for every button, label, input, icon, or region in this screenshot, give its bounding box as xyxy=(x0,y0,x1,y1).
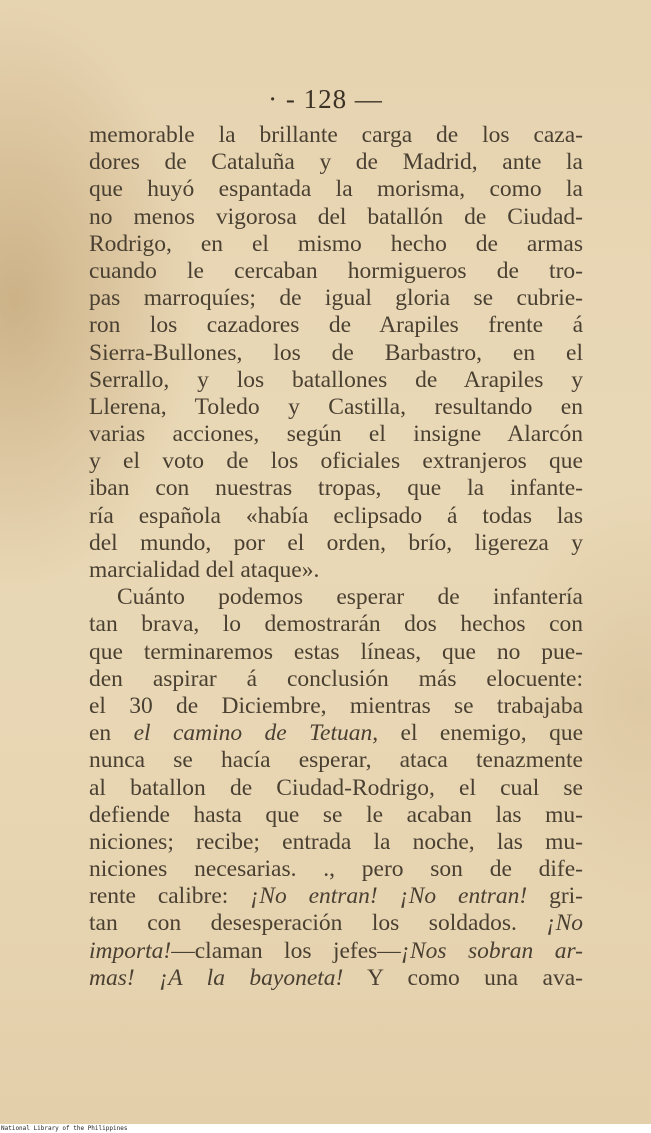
text-line: niciones necesarias. ., pero son de dife- xyxy=(89,856,583,883)
text-line: Serrallo, y los batallones de Arapiles y xyxy=(89,366,583,393)
text-line: no menos vigorosa del batallón de Ciudad- xyxy=(89,203,583,230)
text-fragment: Y como una ava- xyxy=(366,964,583,991)
text-line: tan brava, lo demostrarán dos hechos con xyxy=(89,611,583,638)
text-line: que huyó espantada la morisma, como la xyxy=(89,176,583,203)
italic-fragment: ¡No xyxy=(546,910,583,937)
text-fragment: rente calibre: xyxy=(89,883,229,910)
italic-fragment: ¡Nos sobran ar- xyxy=(400,937,583,964)
text-fragment: tan con desesperación los soldados. xyxy=(89,910,517,937)
text-line: ría española «había eclipsado á todas las xyxy=(89,502,583,529)
text-line xyxy=(89,965,583,992)
text-fragment: —claman los jefes— xyxy=(171,937,401,964)
italic-fragment: el camino de Tetuan, xyxy=(133,720,379,747)
text-line: que terminaremos estas líneas, que no pue- xyxy=(89,638,583,665)
text-line: ron los cazadores de Arapiles frente á xyxy=(89,312,583,339)
text-line xyxy=(89,720,583,747)
text-fragment: gri- xyxy=(549,883,584,910)
text-fragment: en xyxy=(89,720,112,747)
footer-bar xyxy=(0,1124,651,1133)
text-line: varias acciones, según el insigne Alarcón xyxy=(89,421,583,448)
body-text xyxy=(89,122,583,992)
text-line: al batallon de Ciudad-Rodrigo, el cual se xyxy=(89,774,583,801)
text-line: Llerena, Toledo y Castilla, resultando en xyxy=(89,393,583,420)
text-line: nunca se hacía esperar, ataca tenazmente xyxy=(89,747,583,774)
text-line: iban con nuestras tropas, que la infante- xyxy=(89,475,583,502)
text-line: Sierra-Bullones, los de Barbastro, en el xyxy=(89,339,583,366)
text-line xyxy=(89,883,583,910)
italic-fragment: importa! xyxy=(89,937,172,964)
text-line xyxy=(89,910,583,937)
text-line: del mundo, por el orden, brío, ligereza y xyxy=(89,529,583,556)
text-fragment: el enemigo, que xyxy=(400,720,584,747)
text-line: dores de Cataluña y de Madrid, ante la xyxy=(89,149,583,176)
text-line: Rodrigo, en el mismo hecho de armas xyxy=(89,230,583,257)
text-line: den aspirar á conclusión más elocuente: xyxy=(89,665,583,692)
italic-fragment: ¡No entran! ¡No entran! xyxy=(250,883,528,910)
text-line: marcialidad del ataque». xyxy=(89,557,320,583)
text-line: defiende hasta que se le acaban las mu- xyxy=(89,801,583,828)
text-line: Cuánto podemos esperar de infantería xyxy=(117,584,583,611)
italic-fragment: mas! ¡A la bayoneta! xyxy=(89,964,344,991)
text-line: memorable la brillante carga de los caza- xyxy=(89,122,583,148)
text-line: y el voto de los oficiales extranjeros que xyxy=(89,448,583,475)
page-number: · - 128 — xyxy=(268,84,383,114)
library-credit: National Library of the Philippines xyxy=(1,1125,128,1132)
text-line: pas marroquíes; de igual gloria se cubrie- xyxy=(89,285,583,312)
text-line xyxy=(89,938,583,965)
text-line: niciones; recibe; entrada la noche, las mu- xyxy=(89,828,583,855)
text-line: cuando le cercaban hormigueros de tro- xyxy=(89,257,583,284)
text-line: el 30 de Diciembre, mientras se trabajaba xyxy=(89,692,583,719)
